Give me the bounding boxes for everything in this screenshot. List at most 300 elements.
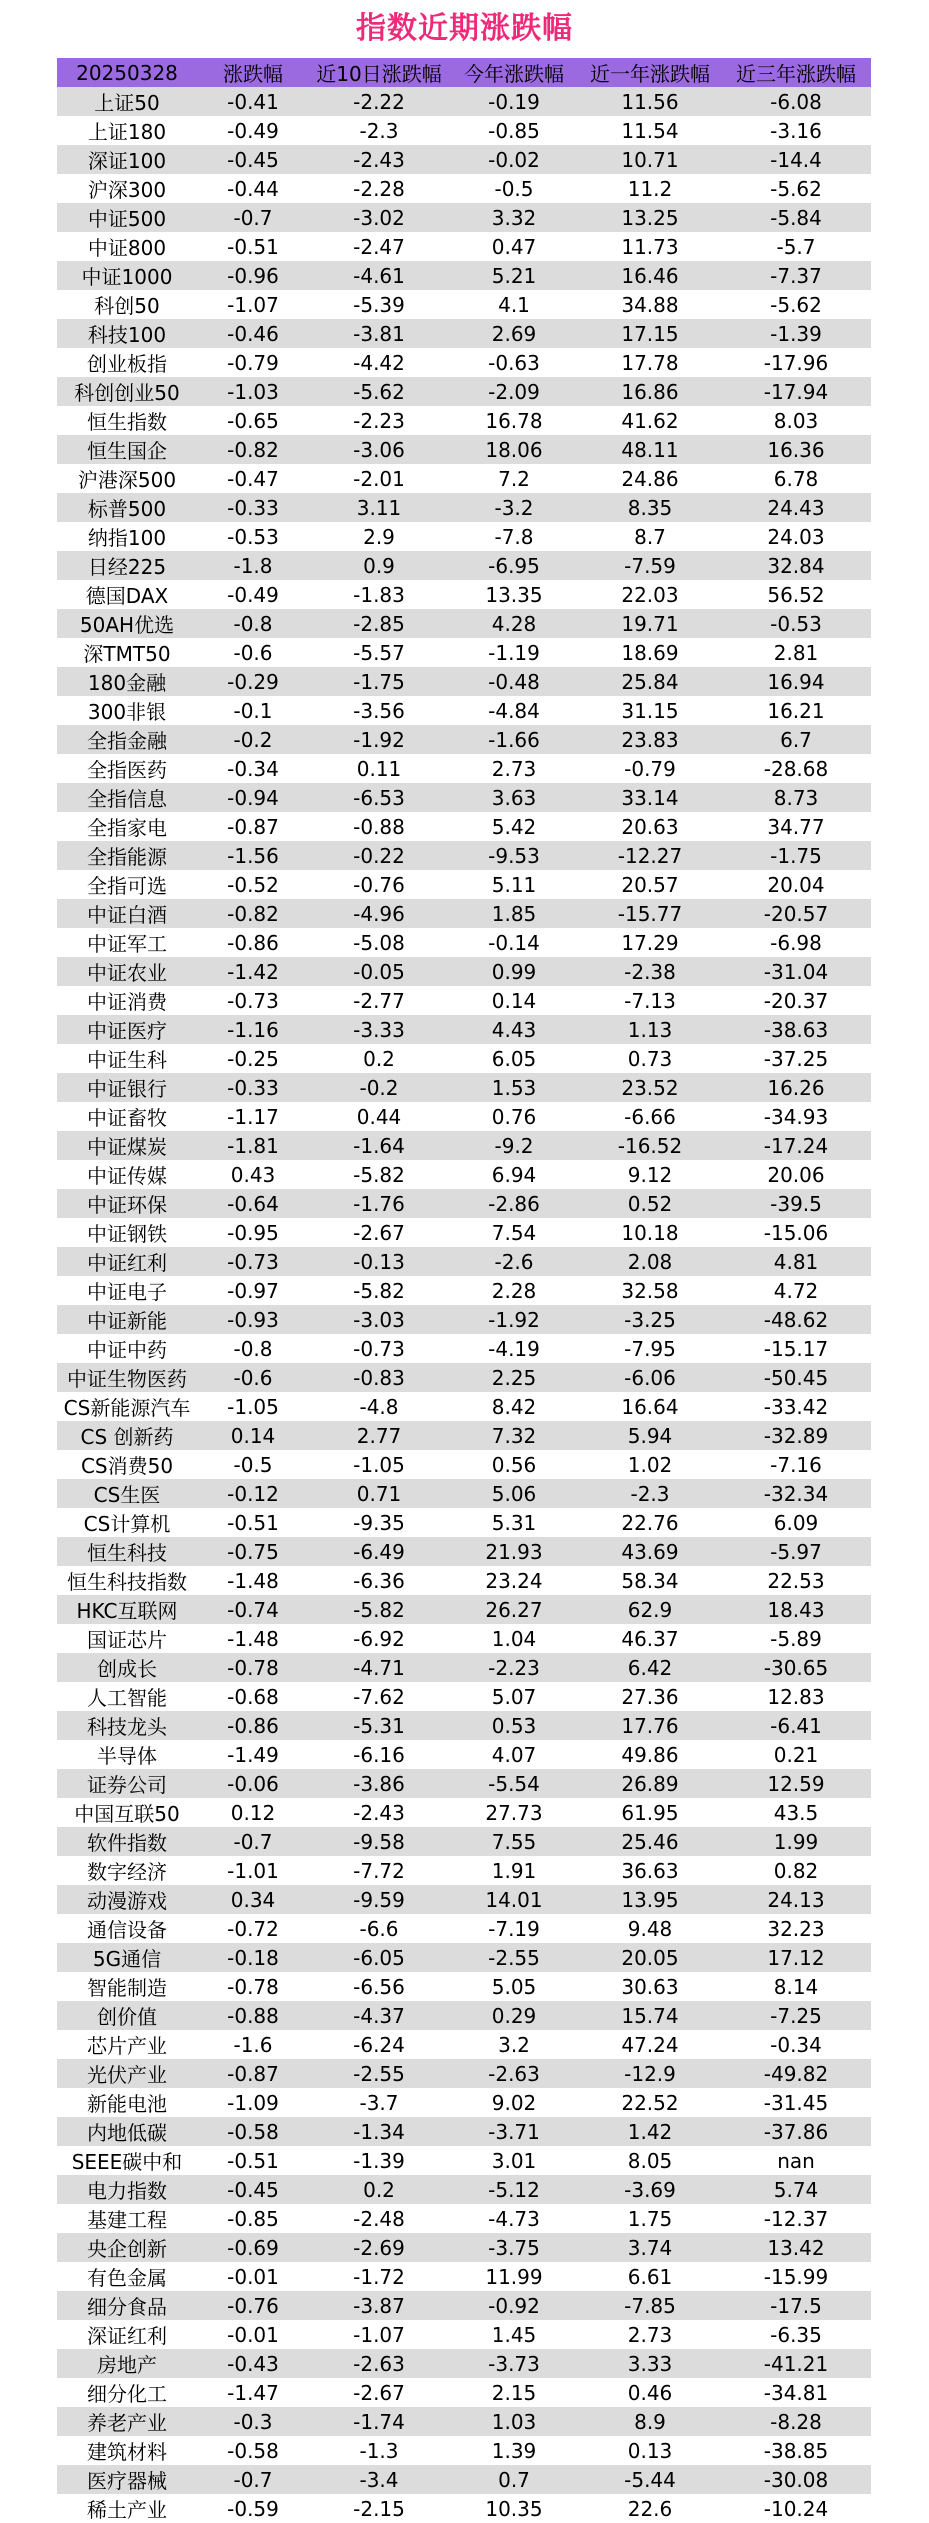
ytd-change-cell: -2.63 <box>449 2059 579 2088</box>
ytd-change-cell: 0.29 <box>449 2001 579 2030</box>
10day-change-cell: 0.2 <box>309 2175 449 2204</box>
index-name-cell: 恒生国企 <box>57 435 197 464</box>
table-row <box>57 696 871 725</box>
10day-change-cell: -0.88 <box>309 812 449 841</box>
index-name-cell: 中证500 <box>57 203 197 232</box>
10day-change-cell: -5.08 <box>309 928 449 957</box>
table-row <box>57 667 871 696</box>
1year-change-cell: 2.08 <box>579 1247 721 1276</box>
table-row <box>57 2030 871 2059</box>
1year-change-cell: 3.33 <box>579 2349 721 2378</box>
3year-change-cell: -17.24 <box>721 1131 871 1160</box>
table-row <box>57 348 871 377</box>
header-date: 20250328 <box>57 58 197 87</box>
daily-change-cell: 0.34 <box>197 1885 309 1914</box>
ytd-change-cell: 4.07 <box>449 1740 579 1769</box>
index-name-cell: 软件指数 <box>57 1827 197 1856</box>
ytd-change-cell: 4.43 <box>449 1015 579 1044</box>
3year-change-cell: -38.63 <box>721 1015 871 1044</box>
3year-change-cell: -6.98 <box>721 928 871 957</box>
10day-change-cell: 3.11 <box>309 493 449 522</box>
table-row <box>57 1479 871 1508</box>
1year-change-cell: 16.46 <box>579 261 721 290</box>
ytd-change-cell: 4.28 <box>449 609 579 638</box>
index-name-cell: 日经225 <box>57 551 197 580</box>
1year-change-cell: 23.83 <box>579 725 721 754</box>
3year-change-cell: -30.65 <box>721 1653 871 1682</box>
ytd-change-cell: 0.53 <box>449 1711 579 1740</box>
table-row <box>57 2494 871 2523</box>
daily-change-cell: -0.01 <box>197 2320 309 2349</box>
table-row <box>57 1653 871 1682</box>
index-name-cell: CS计算机 <box>57 1508 197 1537</box>
daily-change-cell: -0.87 <box>197 2059 309 2088</box>
table-row <box>57 464 871 493</box>
ytd-change-cell: -1.19 <box>449 638 579 667</box>
ytd-change-cell: 2.25 <box>449 1363 579 1392</box>
1year-change-cell: 58.34 <box>579 1566 721 1595</box>
index-name-cell: 5G通信 <box>57 1943 197 1972</box>
ytd-change-cell: -2.23 <box>449 1653 579 1682</box>
index-name-cell: 中证电子 <box>57 1276 197 1305</box>
table-row <box>57 1972 871 2001</box>
1year-change-cell: 0.52 <box>579 1189 721 1218</box>
daily-change-cell: -0.47 <box>197 464 309 493</box>
10day-change-cell: -0.05 <box>309 957 449 986</box>
1year-change-cell: 27.36 <box>579 1682 721 1711</box>
daily-change-cell: -1.56 <box>197 841 309 870</box>
index-name-cell: 光伏产业 <box>57 2059 197 2088</box>
1year-change-cell: -7.13 <box>579 986 721 1015</box>
table-row <box>57 2378 871 2407</box>
1year-change-cell: 3.74 <box>579 2233 721 2262</box>
index-name-cell: 300非银 <box>57 696 197 725</box>
1year-change-cell: 20.05 <box>579 1943 721 1972</box>
daily-change-cell: -0.86 <box>197 928 309 957</box>
3year-change-cell: -6.08 <box>721 87 871 116</box>
10day-change-cell: -3.86 <box>309 1769 449 1798</box>
index-name-cell: 创业板指 <box>57 348 197 377</box>
1year-change-cell: -3.25 <box>579 1305 721 1334</box>
daily-change-cell: -0.2 <box>197 725 309 754</box>
table-row <box>57 145 871 174</box>
table-row <box>57 1769 871 1798</box>
1year-change-cell: 22.52 <box>579 2088 721 2117</box>
index-name-cell: 中国互联50 <box>57 1798 197 1827</box>
index-name-cell: SEEE碳中和 <box>57 2146 197 2175</box>
10day-change-cell: -5.82 <box>309 1276 449 1305</box>
header-3year-change: 近三年涨跌幅 <box>721 58 871 87</box>
daily-change-cell: -0.1 <box>197 696 309 725</box>
index-name-cell: 新能电池 <box>57 2088 197 2117</box>
index-name-cell: 动漫游戏 <box>57 1885 197 1914</box>
table-row <box>57 551 871 580</box>
1year-change-cell: -12.27 <box>579 841 721 870</box>
index-name-cell: 建筑材料 <box>57 2436 197 2465</box>
3year-change-cell: -10.24 <box>721 2494 871 2523</box>
1year-change-cell: 31.15 <box>579 696 721 725</box>
ytd-change-cell: 0.99 <box>449 957 579 986</box>
1year-change-cell: 8.35 <box>579 493 721 522</box>
10day-change-cell: -7.62 <box>309 1682 449 1711</box>
1year-change-cell: 9.48 <box>579 1914 721 1943</box>
1year-change-cell: 5.94 <box>579 1421 721 1450</box>
ytd-change-cell: 11.99 <box>449 2262 579 2291</box>
1year-change-cell: 13.95 <box>579 1885 721 1914</box>
index-name-cell: 纳指100 <box>57 522 197 551</box>
table-header-row <box>57 58 871 87</box>
3year-change-cell: 32.84 <box>721 551 871 580</box>
1year-change-cell: 8.7 <box>579 522 721 551</box>
daily-change-cell: -0.5 <box>197 1450 309 1479</box>
10day-change-cell: -1.05 <box>309 1450 449 1479</box>
3year-change-cell: -6.41 <box>721 1711 871 1740</box>
ytd-change-cell: 1.04 <box>449 1624 579 1653</box>
index-name-cell: 恒生指数 <box>57 406 197 435</box>
ytd-change-cell: 7.55 <box>449 1827 579 1856</box>
ytd-change-cell: 3.2 <box>449 2030 579 2059</box>
daily-change-cell: -0.82 <box>197 899 309 928</box>
daily-change-cell: -0.41 <box>197 87 309 116</box>
table-row <box>57 841 871 870</box>
3year-change-cell: 6.78 <box>721 464 871 493</box>
1year-change-cell: 1.75 <box>579 2204 721 2233</box>
ytd-change-cell: -1.66 <box>449 725 579 754</box>
table-row <box>57 377 871 406</box>
daily-change-cell: -0.33 <box>197 1073 309 1102</box>
index-name-cell: 电力指数 <box>57 2175 197 2204</box>
10day-change-cell: -6.92 <box>309 1624 449 1653</box>
10day-change-cell: -6.49 <box>309 1537 449 1566</box>
1year-change-cell: 1.42 <box>579 2117 721 2146</box>
1year-change-cell: 25.46 <box>579 1827 721 1856</box>
table-row <box>57 319 871 348</box>
table-row <box>57 1595 871 1624</box>
1year-change-cell: 22.03 <box>579 580 721 609</box>
daily-change-cell: -0.74 <box>197 1595 309 1624</box>
ytd-change-cell: 7.2 <box>449 464 579 493</box>
3year-change-cell: -0.53 <box>721 609 871 638</box>
index-name-cell: 中证中药 <box>57 1334 197 1363</box>
ytd-change-cell: -5.54 <box>449 1769 579 1798</box>
table-row <box>57 2204 871 2233</box>
daily-change-cell: -0.93 <box>197 1305 309 1334</box>
daily-change-cell: 0.12 <box>197 1798 309 1827</box>
10day-change-cell: -5.57 <box>309 638 449 667</box>
table-row <box>57 928 871 957</box>
1year-change-cell: 22.6 <box>579 2494 721 2523</box>
daily-change-cell: -0.51 <box>197 2146 309 2175</box>
ytd-change-cell: -2.86 <box>449 1189 579 1218</box>
daily-change-cell: -0.8 <box>197 609 309 638</box>
ytd-change-cell: 8.42 <box>449 1392 579 1421</box>
table-row <box>57 203 871 232</box>
10day-change-cell: -0.83 <box>309 1363 449 1392</box>
1year-change-cell: 46.37 <box>579 1624 721 1653</box>
index-name-cell: 沪港深500 <box>57 464 197 493</box>
1year-change-cell: 41.62 <box>579 406 721 435</box>
3year-change-cell: -41.21 <box>721 2349 871 2378</box>
ytd-change-cell: 4.1 <box>449 290 579 319</box>
ytd-change-cell: 0.14 <box>449 986 579 1015</box>
1year-change-cell: 49.86 <box>579 1740 721 1769</box>
10day-change-cell: -4.61 <box>309 261 449 290</box>
10day-change-cell: -3.03 <box>309 1305 449 1334</box>
table-row <box>57 754 871 783</box>
1year-change-cell: -7.95 <box>579 1334 721 1363</box>
3year-change-cell: -15.06 <box>721 1218 871 1247</box>
ytd-change-cell: 27.73 <box>449 1798 579 1827</box>
index-name-cell: 房地产 <box>57 2349 197 2378</box>
10day-change-cell: -0.76 <box>309 870 449 899</box>
ytd-change-cell: 1.53 <box>449 1073 579 1102</box>
index-name-cell: 标普500 <box>57 493 197 522</box>
10day-change-cell: 0.44 <box>309 1102 449 1131</box>
header-1year-change: 近一年涨跌幅 <box>579 58 721 87</box>
1year-change-cell: 6.42 <box>579 1653 721 1682</box>
daily-change-cell: -0.53 <box>197 522 309 551</box>
daily-change-cell: -0.01 <box>197 2262 309 2291</box>
index-name-cell: 180金融 <box>57 667 197 696</box>
daily-change-cell: -0.51 <box>197 232 309 261</box>
index-name-cell: 中证白酒 <box>57 899 197 928</box>
3year-change-cell: -38.85 <box>721 2436 871 2465</box>
table-row <box>57 435 871 464</box>
1year-change-cell: -7.85 <box>579 2291 721 2320</box>
1year-change-cell: 20.57 <box>579 870 721 899</box>
10day-change-cell: 0.2 <box>309 1044 449 1073</box>
3year-change-cell: -17.96 <box>721 348 871 377</box>
ytd-change-cell: 5.05 <box>449 1972 579 2001</box>
daily-change-cell: -0.76 <box>197 2291 309 2320</box>
10day-change-cell: -2.3 <box>309 116 449 145</box>
ytd-change-cell: 14.01 <box>449 1885 579 1914</box>
index-name-cell: 数字经济 <box>57 1856 197 1885</box>
3year-change-cell: -3.16 <box>721 116 871 145</box>
3year-change-cell: -14.4 <box>721 145 871 174</box>
table-row <box>57 1218 871 1247</box>
ytd-change-cell: 23.24 <box>449 1566 579 1595</box>
index-name-cell: 上证180 <box>57 116 197 145</box>
table-row <box>57 2262 871 2291</box>
table-row <box>57 870 871 899</box>
daily-change-cell: -0.86 <box>197 1711 309 1740</box>
index-name-cell: 中证煤炭 <box>57 1131 197 1160</box>
ytd-change-cell: 3.32 <box>449 203 579 232</box>
3year-change-cell: -30.08 <box>721 2465 871 2494</box>
1year-change-cell: 34.88 <box>579 290 721 319</box>
index-name-cell: 半导体 <box>57 1740 197 1769</box>
3year-change-cell: -5.7 <box>721 232 871 261</box>
index-name-cell: 通信设备 <box>57 1914 197 1943</box>
10day-change-cell: -1.3 <box>309 2436 449 2465</box>
ytd-change-cell: 5.31 <box>449 1508 579 1537</box>
daily-change-cell: -0.45 <box>197 2175 309 2204</box>
index-name-cell: 有色金属 <box>57 2262 197 2291</box>
ytd-change-cell: 2.28 <box>449 1276 579 1305</box>
1year-change-cell: 10.18 <box>579 1218 721 1247</box>
daily-change-cell: -0.7 <box>197 2465 309 2494</box>
table-row <box>57 1392 871 1421</box>
daily-change-cell: -0.49 <box>197 116 309 145</box>
10day-change-cell: 2.9 <box>309 522 449 551</box>
ytd-change-cell: 1.03 <box>449 2407 579 2436</box>
10day-change-cell: -2.55 <box>309 2059 449 2088</box>
3year-change-cell: -12.37 <box>721 2204 871 2233</box>
index-name-cell: 全指金融 <box>57 725 197 754</box>
10day-change-cell: -4.96 <box>309 899 449 928</box>
daily-change-cell: -0.96 <box>197 261 309 290</box>
1year-change-cell: 2.73 <box>579 2320 721 2349</box>
ytd-change-cell: 0.7 <box>449 2465 579 2494</box>
1year-change-cell: -2.3 <box>579 1479 721 1508</box>
10day-change-cell: -0.73 <box>309 1334 449 1363</box>
10day-change-cell: -3.06 <box>309 435 449 464</box>
daily-change-cell: -0.78 <box>197 1972 309 2001</box>
ytd-change-cell: 5.06 <box>449 1479 579 1508</box>
table-row <box>57 957 871 986</box>
table-row <box>57 2320 871 2349</box>
3year-change-cell: 56.52 <box>721 580 871 609</box>
table-row <box>57 1450 871 1479</box>
index-name-cell: 深证红利 <box>57 2320 197 2349</box>
3year-change-cell: 12.83 <box>721 1682 871 1711</box>
table-row <box>57 899 871 928</box>
daily-change-cell: -0.7 <box>197 203 309 232</box>
table-row <box>57 1537 871 1566</box>
ytd-change-cell: -5.12 <box>449 2175 579 2204</box>
10day-change-cell: -1.07 <box>309 2320 449 2349</box>
ytd-change-cell: 5.07 <box>449 1682 579 1711</box>
3year-change-cell: -7.37 <box>721 261 871 290</box>
daily-change-cell: -0.69 <box>197 2233 309 2262</box>
1year-change-cell: 10.71 <box>579 145 721 174</box>
ytd-change-cell: -4.73 <box>449 2204 579 2233</box>
3year-change-cell: -31.45 <box>721 2088 871 2117</box>
1year-change-cell: 11.2 <box>579 174 721 203</box>
daily-change-cell: -0.44 <box>197 174 309 203</box>
daily-change-cell: -0.59 <box>197 2494 309 2523</box>
ytd-change-cell: -6.95 <box>449 551 579 580</box>
10day-change-cell: -6.24 <box>309 2030 449 2059</box>
1year-change-cell: 19.71 <box>579 609 721 638</box>
3year-change-cell: 18.43 <box>721 1595 871 1624</box>
daily-change-cell: -1.09 <box>197 2088 309 2117</box>
index-name-cell: 稀土产业 <box>57 2494 197 2523</box>
table-row <box>57 812 871 841</box>
daily-change-cell: -0.68 <box>197 1682 309 1711</box>
table-row <box>57 1305 871 1334</box>
daily-change-cell: -0.79 <box>197 348 309 377</box>
3year-change-cell: 24.43 <box>721 493 871 522</box>
table-row <box>57 1566 871 1595</box>
1year-change-cell: 8.9 <box>579 2407 721 2436</box>
daily-change-cell: -0.18 <box>197 1943 309 1972</box>
3year-change-cell: -49.82 <box>721 2059 871 2088</box>
index-name-cell: 全指能源 <box>57 841 197 870</box>
10day-change-cell: -2.77 <box>309 986 449 1015</box>
index-name-cell: 中证生物医药 <box>57 1363 197 1392</box>
3year-change-cell: -32.34 <box>721 1479 871 1508</box>
header-10day-change: 近10日涨跌幅 <box>309 58 449 87</box>
table-row <box>57 725 871 754</box>
3year-change-cell: 2.81 <box>721 638 871 667</box>
table-row <box>57 1914 871 1943</box>
index-name-cell: 细分化工 <box>57 2378 197 2407</box>
daily-change-cell: -0.75 <box>197 1537 309 1566</box>
table-row <box>57 1189 871 1218</box>
10day-change-cell: -5.39 <box>309 290 449 319</box>
daily-change-cell: -1.47 <box>197 2378 309 2407</box>
daily-change-cell: -0.72 <box>197 1914 309 1943</box>
table-row <box>57 1421 871 1450</box>
3year-change-cell: 20.04 <box>721 870 871 899</box>
index-name-cell: 中证军工 <box>57 928 197 957</box>
index-name-cell: CS生医 <box>57 1479 197 1508</box>
index-name-cell: 创价值 <box>57 2001 197 2030</box>
1year-change-cell: 15.74 <box>579 2001 721 2030</box>
10day-change-cell: -2.48 <box>309 2204 449 2233</box>
1year-change-cell: 0.73 <box>579 1044 721 1073</box>
ytd-change-cell: 2.73 <box>449 754 579 783</box>
10day-change-cell: -4.8 <box>309 1392 449 1421</box>
index-name-cell: 中证传媒 <box>57 1160 197 1189</box>
3year-change-cell: 8.73 <box>721 783 871 812</box>
ytd-change-cell: 0.56 <box>449 1450 579 1479</box>
1year-change-cell: 25.84 <box>579 667 721 696</box>
index-name-cell: 全指医药 <box>57 754 197 783</box>
1year-change-cell: -5.44 <box>579 2465 721 2494</box>
table-row <box>57 609 871 638</box>
1year-change-cell: 16.86 <box>579 377 721 406</box>
10day-change-cell: -4.37 <box>309 2001 449 2030</box>
10day-change-cell: -6.6 <box>309 1914 449 1943</box>
10day-change-cell: -5.62 <box>309 377 449 406</box>
index-name-cell: 智能制造 <box>57 1972 197 2001</box>
table-row <box>57 2059 871 2088</box>
table-row <box>57 2117 871 2146</box>
daily-change-cell: -0.6 <box>197 1363 309 1392</box>
10day-change-cell: -5.82 <box>309 1160 449 1189</box>
3year-change-cell: -50.45 <box>721 1363 871 1392</box>
index-name-cell: 中证银行 <box>57 1073 197 1102</box>
ytd-change-cell: -2.6 <box>449 1247 579 1276</box>
3year-change-cell: 22.53 <box>721 1566 871 1595</box>
daily-change-cell: -0.34 <box>197 754 309 783</box>
1year-change-cell: 8.05 <box>579 2146 721 2175</box>
ytd-change-cell: -3.75 <box>449 2233 579 2262</box>
1year-change-cell: 13.25 <box>579 203 721 232</box>
10day-change-cell: -3.4 <box>309 2465 449 2494</box>
index-name-cell: 中证环保 <box>57 1189 197 1218</box>
table-row <box>57 2436 871 2465</box>
3year-change-cell: 5.74 <box>721 2175 871 2204</box>
index-name-cell: 中证钢铁 <box>57 1218 197 1247</box>
daily-change-cell: -0.3 <box>197 2407 309 2436</box>
10day-change-cell: -2.22 <box>309 87 449 116</box>
1year-change-cell: 16.64 <box>579 1392 721 1421</box>
index-name-cell: CS消费50 <box>57 1450 197 1479</box>
10day-change-cell: 2.77 <box>309 1421 449 1450</box>
table-row <box>57 1102 871 1131</box>
header-ytd-change: 今年涨跌幅 <box>449 58 579 87</box>
table-row <box>57 1334 871 1363</box>
index-name-cell: 50AH优选 <box>57 609 197 638</box>
3year-change-cell: 6.7 <box>721 725 871 754</box>
table-row <box>57 406 871 435</box>
ytd-change-cell: 7.54 <box>449 1218 579 1247</box>
table-row <box>57 116 871 145</box>
